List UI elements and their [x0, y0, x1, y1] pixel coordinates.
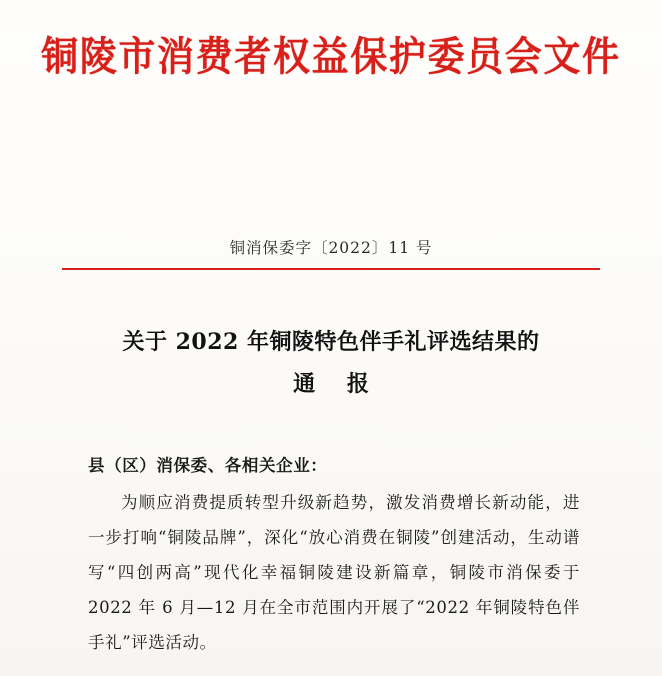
masthead-title: 铜陵市消费者权益保护委员会文件	[41, 33, 621, 80]
red-separator-rule	[62, 268, 600, 270]
page-title	[0, 322, 662, 406]
document-body	[88, 448, 580, 660]
document-number: 铜消保委字〔2022〕11 号	[229, 239, 433, 257]
salutation: 县（区）消保委、各相关企业：	[88, 456, 328, 475]
headline-line-1: 关于 2022 年铜陵特色伴手礼评选结果的	[122, 329, 540, 355]
masthead	[0, 32, 662, 82]
body-paragraph-1: 为顺应消费提质转型升级新趋势，激发消费增长新动能，进一步打响“铜陵品牌”，深化“放心消费在铜陵”创建活动，生动谱写“四创两高”现代化幸福铜陵建设新篇章，铜陵市消保委于 2022 年 6 月—12 月在全市范围内开展了“2022 年铜陵特色伴手礼”评选活动。	[88, 493, 580, 652]
headline-line-2: 通 报	[293, 370, 381, 397]
